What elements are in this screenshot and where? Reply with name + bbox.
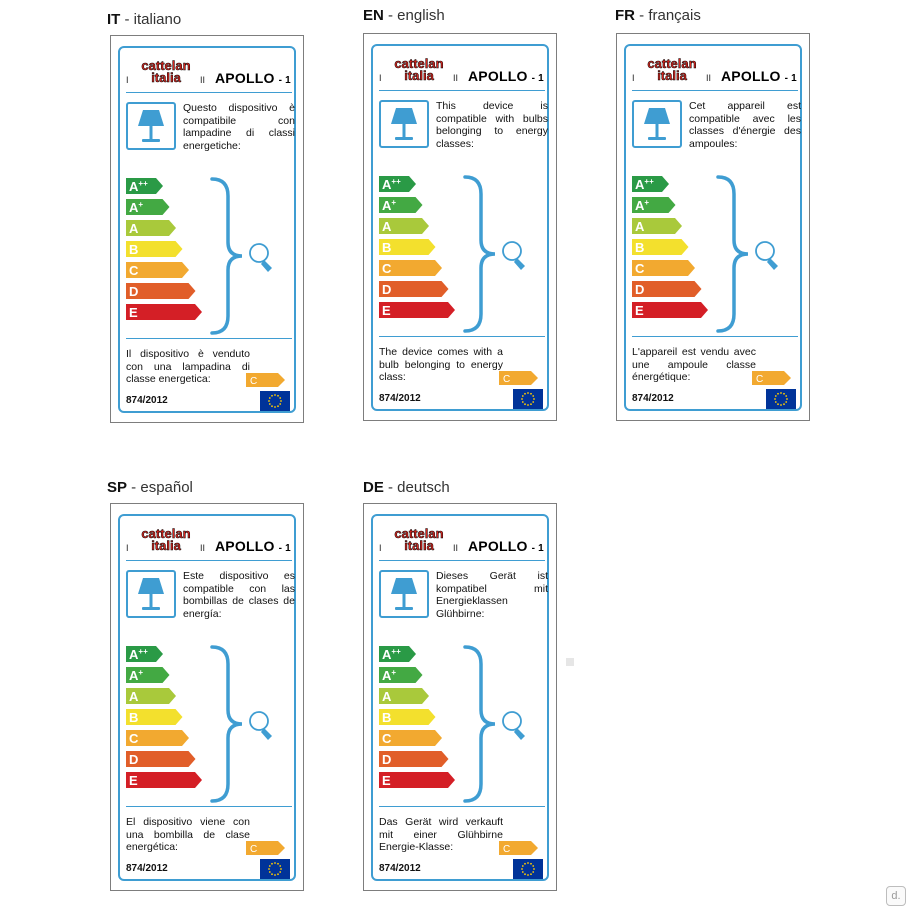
energy-class-scale [632,176,712,326]
curly-brace-icon [459,174,499,334]
energy-label [363,33,557,421]
brand-name-line2: italia [404,538,434,553]
compatibility-text: Questo dispositivo è compatibile con lampadine di classi energetiche: [183,102,295,152]
model-name [721,68,797,84]
compatibility-text: Cet appareil est compatible avec les classes d'énergie des ampoules: [689,100,801,150]
energy-class-letter: A++ [635,177,654,192]
label-header [120,516,294,556]
energy-class-letter: D [635,282,645,297]
energy-class-letter: A [129,689,139,704]
brand-name-line2: italia [404,68,434,83]
divider [126,92,292,93]
label-header [626,46,800,86]
bulb-class-letter: C [250,376,258,387]
energy-class-scale [126,178,206,328]
header-separator: II [200,75,206,85]
language-name: - italiano [120,11,182,28]
regulation-number: 874/2012 [632,393,674,404]
header-separator: II [706,73,712,83]
energy-class-letter: B [129,242,139,257]
brand-logo [387,525,451,555]
divider [379,806,545,807]
label-header [373,46,547,86]
energy-class-letter: A+ [129,668,144,683]
lamp-icon [126,102,176,150]
language-title [363,7,445,25]
energy-class-letter: A [382,689,392,704]
brand-logo [134,525,198,555]
energy-class-letter: A++ [382,647,401,662]
regulation-number: 874/2012 [126,863,168,874]
model-number: - 1 [531,73,544,84]
curly-brace-icon [206,644,246,804]
language-name: - español [127,479,193,496]
compatibility-text: This device is compatible with bulbs belonging to energy classes: [436,100,548,150]
brand-name-line1: cattelan [141,58,191,73]
energy-class-letter: A [382,219,392,234]
sold-with-text: The device comes with a bulb belonging to energy class: [379,346,503,383]
energy-class-scale [379,646,459,796]
eu-flag-icon [513,859,543,879]
light-bulb-icon [246,240,282,276]
model-title: APOLLO [468,68,528,84]
sold-with-text: Das Gerät wird verkauft mit einer Glühbirne Energie-Klasse: [379,816,503,853]
sold-with-text: L'appareil est vendu avec une ampoule classe énergétique: [632,346,756,383]
lamp-icon [379,570,429,618]
energy-class-letter: B [382,240,392,255]
energy-class-letter: B [635,240,645,255]
header-separator: II [200,543,206,553]
header-separator: I [126,543,129,553]
divider [632,90,798,91]
regulation-number: 874/2012 [379,393,421,404]
energy-class-letter: C [382,731,392,746]
energy-class-letter: A++ [129,179,148,194]
energy-class-scale [126,646,206,796]
curly-brace-icon [712,174,752,334]
language-title [107,479,193,497]
divider [632,336,798,337]
site-logo-icon[interactable]: d. [886,886,906,906]
sold-with-text: El dispositivo viene con una bombilla de clase energética: [126,816,250,853]
brand-name-line1: cattelan [647,56,697,71]
model-number: - 1 [784,73,797,84]
model-title: APOLLO [215,538,275,554]
header-separator: I [379,73,382,83]
divider [126,338,292,339]
language-code: FR [615,7,635,24]
energy-class-letter: C [129,263,139,278]
lamp-icon [126,570,176,618]
lamp-icon [632,100,682,148]
eu-flag-icon [513,389,543,409]
bulb-class-letter: C [503,844,511,855]
language-code: SP [107,479,128,496]
light-bulb-icon [752,238,788,274]
model-name [215,538,291,554]
label-header [373,516,547,556]
lamp-icon [379,100,429,148]
bulb-class-tag [499,840,539,856]
language-code: DE [363,479,384,496]
bulb-class-letter: C [756,374,764,385]
brand-name-line1: cattelan [141,526,191,541]
language-name: - français [635,7,701,24]
energy-class-letter: C [635,261,645,276]
energy-class-letter: A+ [382,198,397,213]
energy-label [110,35,304,423]
energy-class-letter: A+ [635,198,650,213]
model-title: APOLLO [215,70,275,86]
bulb-class-tag [752,370,792,386]
language-name: - english [383,7,445,24]
bulb-class-tag [246,372,286,388]
sold-with-text: Il dispositivo è venduto con una lampadina di classe energetica: [126,348,250,385]
curly-brace-icon [206,176,246,336]
energy-class-letter: B [382,710,392,725]
energy-class-letter: E [129,773,138,788]
energy-class-letter: A [635,219,645,234]
header-separator: I [379,543,382,553]
energy-class-letter: C [129,731,139,746]
light-bulb-icon [246,708,282,744]
energy-class-letter: A++ [382,177,401,192]
model-title: APOLLO [468,538,528,554]
model-number: - 1 [531,543,544,554]
energy-class-letter: E [129,305,138,320]
header-separator: II [453,73,459,83]
energy-class-letter: A [129,221,139,236]
language-title [107,11,181,29]
scroll-indicator [566,658,574,666]
eu-flag-icon [766,389,796,409]
brand-name-line1: cattelan [394,526,444,541]
energy-class-scale [379,176,459,326]
brand-name-line2: italia [151,70,181,85]
energy-label-frame [371,514,549,881]
energy-class-letter: D [382,752,392,767]
divider [379,90,545,91]
divider [126,806,292,807]
energy-label [110,503,304,891]
energy-class-letter: C [382,261,392,276]
language-name: - deutsch [383,479,450,496]
energy-class-letter: E [382,303,391,318]
light-bulb-icon [499,238,535,274]
header-separator: I [632,73,635,83]
energy-class-letter: A++ [129,647,148,662]
eu-flag-icon [260,391,290,411]
energy-class-letter: D [129,752,139,767]
light-bulb-icon [499,708,535,744]
energy-class-letter: E [635,303,644,318]
brand-logo [640,55,704,85]
regulation-number: 874/2012 [379,863,421,874]
bulb-class-tag [499,370,539,386]
language-title [615,7,701,25]
divider [379,560,545,561]
energy-class-letter: D [382,282,392,297]
bulb-class-tag [246,840,286,856]
model-name [468,538,544,554]
energy-class-letter: A+ [129,200,144,215]
compatibility-text: Dieses Gerät ist kompatibel mit Energieklassen Glühbirne: [436,570,548,620]
brand-logo [387,55,451,85]
eu-flag-icon [260,859,290,879]
brand-name-line2: italia [151,538,181,553]
model-number: - 1 [278,543,291,554]
regulation-number: 874/2012 [126,395,168,406]
energy-label-frame [371,44,549,411]
energy-class-letter: E [382,773,391,788]
model-number: - 1 [278,75,291,86]
divider [126,560,292,561]
energy-class-letter: B [129,710,139,725]
brand-name-line1: cattelan [394,56,444,71]
language-code: EN [363,7,384,24]
bulb-class-letter: C [250,844,258,855]
energy-label-frame [118,46,296,413]
energy-class-letter: A+ [382,668,397,683]
bulb-class-letter: C [503,374,511,385]
header-separator: II [453,543,459,553]
brand-name-line2: italia [657,68,687,83]
energy-label [363,503,557,891]
model-name [215,70,291,86]
language-code: IT [107,11,121,28]
model-name [468,68,544,84]
energy-label [616,33,810,421]
label-header [120,48,294,88]
energy-label-frame [118,514,296,881]
energy-class-letter: D [129,284,139,299]
header-separator: I [126,75,129,85]
model-title: APOLLO [721,68,781,84]
compatibility-text: Este dispositivo es compatible con las bombillas de clases de energía: [183,570,295,620]
divider [379,336,545,337]
language-title [363,479,450,497]
curly-brace-icon [459,644,499,804]
energy-label-frame [624,44,802,411]
brand-logo [134,57,198,87]
